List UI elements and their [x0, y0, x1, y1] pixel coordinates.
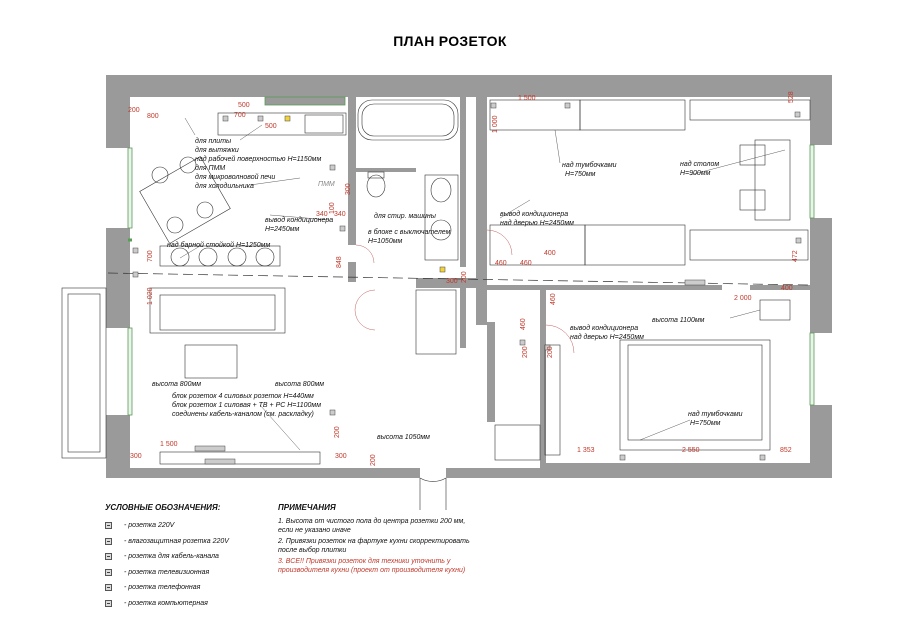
nightstand2-label-1: над тумбочками [688, 411, 743, 418]
legend-label: - влагозащитная розетка 220V [124, 537, 229, 545]
outlet-computer-icon [105, 600, 112, 607]
legend-label: - розетка компьютерная [124, 599, 208, 607]
legend [105, 503, 229, 611]
dim-200d: 200 [547, 346, 554, 358]
dim-400b: 400 [781, 285, 793, 292]
notes-heading: ПРИМЕЧАНИЯ [278, 503, 336, 512]
switch-block-label-1: в блоке с выключателем [368, 229, 451, 236]
note-warning: 3. ВСЕ!! Привязки розеток для техники уточнить у производителя кухни (проект от производителя кухни) [278, 558, 466, 574]
page-title: ПЛАН РОЗЕТОК [393, 33, 507, 49]
dim-2550: 2 550 [682, 447, 700, 454]
dim-300d: 300 [335, 453, 347, 460]
height800a-label: высота 800мм [152, 381, 202, 388]
dim-800: 800 [147, 113, 159, 120]
note-item: 2. Привязки розеток на фартуке кухни скорректировать после выбор плитки [278, 538, 470, 554]
height800b-label: высота 800мм [275, 381, 325, 388]
dim-100: 100 [329, 202, 336, 214]
ac-kitchen-label-1: вывод кондиционера [265, 217, 334, 224]
block-label-3: соединены кабель-каналом (см. раскладку) [172, 411, 314, 418]
bar-label: над барной стойкой H=1250мм [167, 242, 271, 249]
outlet-220v-icon [105, 522, 112, 529]
legend-item [105, 580, 229, 596]
ac-bedroom2-label-2: над дверью H=2450мм [570, 334, 644, 341]
outlet-cable-channel-icon [105, 553, 112, 560]
block-label-1: блок розеток 4 силовых розеток H=440мм [172, 393, 314, 400]
dim-460b: 460 [520, 260, 532, 267]
dim-300b: 300 [446, 278, 458, 285]
dim-1000: 1 000 [492, 115, 499, 133]
switch-block-label-2: H=1050мм [368, 238, 403, 245]
ac-bedroom2-label-1: вывод кондиционера [570, 325, 639, 332]
outlet-waterproof-icon [105, 538, 112, 545]
dim-1020: 1 020 [147, 287, 154, 305]
dim-2000: 2 000 [734, 295, 752, 302]
dim-460d: 460 [550, 293, 557, 305]
legend-item [105, 596, 229, 612]
legend-label: - розетка для кабель-канала [124, 553, 219, 561]
legend-item [105, 534, 229, 550]
kitchen-label-2: для вытяжки [195, 147, 239, 154]
dim-500a: 500 [238, 102, 250, 109]
dim-460a: 460 [495, 260, 507, 267]
pmm-label: ПММ [318, 181, 335, 188]
desk-label-1: над столом [680, 161, 720, 168]
dim-1353: 1 353 [577, 447, 595, 454]
dim-200a: 200 [128, 107, 140, 114]
kitchen-label-3: над рабочей поверхностью H=1150мм [195, 156, 322, 163]
dim-848: 848 [336, 256, 343, 268]
height1100-label: высота 1100мм [652, 317, 705, 324]
ac-bedroom1-label-2: над дверью H=2450мм [500, 220, 574, 227]
dim-340a: 340 [316, 211, 328, 218]
dim-200b: 200 [461, 271, 468, 283]
outlet-tv-icon [105, 569, 112, 576]
washer-label: для стир. машины [374, 213, 436, 220]
desk-label-2: H=900мм [680, 170, 711, 177]
dim-852: 852 [780, 447, 792, 454]
dim-200c: 200 [522, 346, 529, 358]
nightstand2-label-2: H=750мм [690, 420, 721, 427]
dim-460c: 460 [520, 318, 527, 330]
dim-700b: 700 [147, 250, 154, 262]
legend-item [105, 565, 229, 581]
dim-200e: 200 [334, 426, 341, 438]
dim-400a: 400 [544, 250, 556, 257]
ac-kitchen-label-2: H=2450мм [265, 226, 300, 233]
legend-label: - розетка 220V [124, 522, 175, 530]
dim-200f: 200 [370, 454, 377, 466]
dim-472: 472 [792, 250, 799, 262]
legend-heading: УСЛОВНЫЕ ОБОЗНАЧЕНИЯ: [105, 503, 221, 512]
dim-528: 528 [788, 91, 795, 103]
nightstand1-label-1: над тумбочками [562, 162, 617, 169]
block-label-2: блок розеток 1 силовая + ТВ + РС H=1100мм [172, 402, 322, 409]
kitchen-label-4: для ПММ [195, 165, 226, 172]
legend-label: - розетка телевизионная [124, 568, 210, 576]
dim-300c: 300 [130, 453, 142, 460]
dim-1500a: 1 500 [518, 95, 536, 102]
height1050-label: высота 1050мм [377, 434, 430, 441]
legend-item [105, 549, 229, 565]
dim-300a: 300 [345, 183, 352, 195]
ac-bedroom1-label-1: вывод кондиционера [500, 211, 569, 218]
kitchen-label-5: для микроволновой печи [195, 174, 276, 181]
legend-label: - розетка телефонная [124, 584, 201, 592]
dim-340b: 340 [334, 211, 346, 218]
outlet-phone-icon [105, 584, 112, 591]
dim-1500b: 1 500 [160, 441, 178, 448]
dim-500b: 500 [265, 123, 277, 130]
notes [278, 503, 478, 577]
dim-700a: 700 [234, 112, 246, 119]
note-item: 1. Высота от чистого пола до центра розетки 200 мм, если не указано иначе [278, 518, 466, 534]
kitchen-label-6: для холодильника [195, 183, 254, 190]
kitchen-label-1: для плиты [195, 138, 232, 145]
nightstand1-label-2: H=750мм [565, 171, 596, 178]
legend-item [105, 518, 229, 534]
